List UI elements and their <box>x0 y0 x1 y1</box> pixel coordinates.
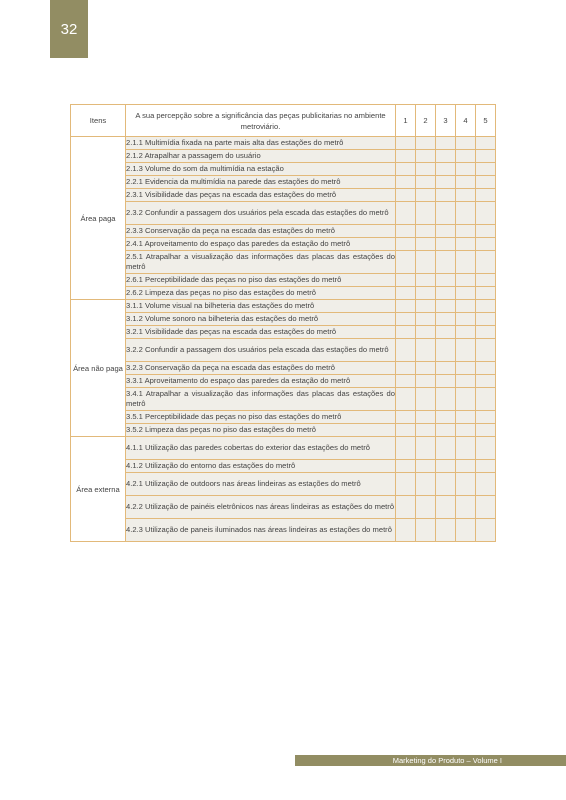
item-text: 3.3.1 Aproveitamento do espaço das paredes da estação do metrô <box>126 375 396 388</box>
score-cell-5[interactable] <box>476 176 496 189</box>
item-text: 3.5.1 Perceptibilidade das peças no piso das estações do metrô <box>126 411 396 424</box>
page-number-tab <box>50 0 88 58</box>
item-text: 3.4.1 Atrapalhar a visualização das informações das placas das estações do metrô <box>126 388 396 411</box>
score-cell-5[interactable] <box>476 189 496 202</box>
footer-title: Marketing do Produto – Volume I <box>392 756 502 765</box>
score-cell-4[interactable] <box>456 189 476 202</box>
table-row <box>71 150 496 163</box>
header-scale-4: 4 <box>456 105 476 137</box>
score-cell-5[interactable] <box>476 150 496 163</box>
score-cell-4[interactable] <box>456 437 476 460</box>
item-text: 2.3.3 Conservação da peça na escada das estações do metrô <box>126 225 396 238</box>
score-cell-2[interactable] <box>416 225 436 238</box>
score-cell-3[interactable] <box>436 225 456 238</box>
score-cell-1[interactable] <box>396 339 416 362</box>
score-cell-2[interactable] <box>416 473 436 496</box>
score-cell-2[interactable] <box>416 496 436 519</box>
score-cell-4[interactable] <box>456 251 476 274</box>
item-text: 3.1.2 Volume sonoro na bilheteria das estações do metrô <box>126 313 396 326</box>
table-row <box>71 496 496 519</box>
item-text: 2.6.1 Perceptibilidade das peças no piso das estações do metrô <box>126 274 396 287</box>
table-row <box>71 238 496 251</box>
survey-table <box>70 104 496 542</box>
score-cell-4[interactable] <box>456 313 476 326</box>
header-scale-3: 3 <box>436 105 456 137</box>
item-text: 2.4.1 Aproveitamento do espaço das paredes da estação do metrô <box>126 238 396 251</box>
score-cell-2[interactable] <box>416 202 436 225</box>
score-cell-1[interactable] <box>396 251 416 274</box>
score-cell-5[interactable] <box>476 251 496 274</box>
score-cell-1[interactable] <box>396 163 416 176</box>
table-row <box>71 225 496 238</box>
score-cell-3[interactable] <box>436 251 456 274</box>
score-cell-4[interactable] <box>456 473 476 496</box>
score-cell-4[interactable] <box>456 460 476 473</box>
item-text: 2.1.2 Atrapalhar a passagem do usuário <box>126 150 396 163</box>
score-cell-3[interactable] <box>436 496 456 519</box>
score-cell-5[interactable] <box>476 313 496 326</box>
score-cell-3[interactable] <box>436 300 456 313</box>
table-row <box>71 251 496 274</box>
item-text: 3.2.3 Conservação da peça na escada das estações do metrô <box>126 362 396 375</box>
table-row <box>71 274 496 287</box>
score-cell-1[interactable] <box>396 150 416 163</box>
score-cell-1[interactable] <box>396 225 416 238</box>
score-cell-1[interactable] <box>396 137 416 150</box>
score-cell-1[interactable] <box>396 300 416 313</box>
score-cell-3[interactable] <box>436 411 456 424</box>
score-cell-4[interactable] <box>456 339 476 362</box>
score-cell-5[interactable] <box>476 225 496 238</box>
item-text: 3.2.1 Visibilidade das peças na escada das estações do metrô <box>126 326 396 339</box>
score-cell-4[interactable] <box>456 411 476 424</box>
score-cell-2[interactable] <box>416 375 436 388</box>
score-cell-4[interactable] <box>456 202 476 225</box>
score-cell-4[interactable] <box>456 375 476 388</box>
score-cell-3[interactable] <box>436 424 456 437</box>
score-cell-4[interactable] <box>456 388 476 411</box>
score-cell-5[interactable] <box>476 287 496 300</box>
group-label: Área não paga <box>71 300 126 437</box>
header-question: A sua percepção sobre a significância das peças publicitarias no ambiente metroviário. <box>126 105 396 137</box>
score-cell-1[interactable] <box>396 388 416 411</box>
item-text: 2.1.3 Volume do som da multimídia na estação <box>126 163 396 176</box>
score-cell-2[interactable] <box>416 460 436 473</box>
table-row <box>71 388 496 411</box>
item-text: 4.2.2 Utilização de painéis eletrônicos nas áreas lindeiras as estações do metrô <box>126 496 396 519</box>
table-row <box>71 137 496 150</box>
table-row <box>71 424 496 437</box>
table-row <box>71 473 496 496</box>
score-cell-1[interactable] <box>396 238 416 251</box>
footer-bar <box>295 755 566 766</box>
table-row <box>71 362 496 375</box>
score-cell-5[interactable] <box>476 163 496 176</box>
table-row <box>71 460 496 473</box>
score-cell-1[interactable] <box>396 437 416 460</box>
item-text: 4.2.1 Utilização de outdoors nas áreas lindeiras as estações do metrô <box>126 473 396 496</box>
item-text: 4.2.3 Utilização de paneis iluminados nas áreas lindeiras as estações do metrô <box>126 519 396 542</box>
header-scale-5: 5 <box>476 105 496 137</box>
item-text: 4.1.2 Utilização do entorno das estações do metrô <box>126 460 396 473</box>
score-cell-2[interactable] <box>416 238 436 251</box>
score-cell-5[interactable] <box>476 496 496 519</box>
score-cell-3[interactable] <box>436 519 456 542</box>
score-cell-3[interactable] <box>436 287 456 300</box>
table-row <box>71 287 496 300</box>
header-items: Itens <box>71 105 126 137</box>
score-cell-3[interactable] <box>436 202 456 225</box>
score-cell-1[interactable] <box>396 496 416 519</box>
item-text: 2.5.1 Atrapalhar a visualização das informações das placas das estações do metrô <box>126 251 396 274</box>
score-cell-4[interactable] <box>456 300 476 313</box>
score-cell-2[interactable] <box>416 424 436 437</box>
score-cell-2[interactable] <box>416 339 436 362</box>
score-cell-1[interactable] <box>396 176 416 189</box>
score-cell-5[interactable] <box>476 473 496 496</box>
table-row <box>71 519 496 542</box>
score-cell-4[interactable] <box>456 326 476 339</box>
table-row <box>71 313 496 326</box>
score-cell-3[interactable] <box>436 388 456 411</box>
item-text: 2.3.1 Visibilidade das peças na escada das estações do metrô <box>126 189 396 202</box>
score-cell-1[interactable] <box>396 313 416 326</box>
score-cell-1[interactable] <box>396 274 416 287</box>
score-cell-4[interactable] <box>456 238 476 251</box>
score-cell-4[interactable] <box>456 274 476 287</box>
score-cell-5[interactable] <box>476 300 496 313</box>
score-cell-1[interactable] <box>396 424 416 437</box>
score-cell-3[interactable] <box>436 362 456 375</box>
score-cell-1[interactable] <box>396 473 416 496</box>
table-row <box>71 375 496 388</box>
score-cell-1[interactable] <box>396 189 416 202</box>
score-cell-5[interactable] <box>476 238 496 251</box>
score-cell-2[interactable] <box>416 300 436 313</box>
item-text: 4.1.1 Utilização das paredes cobertas do exterior das estações do metrô <box>126 437 396 460</box>
score-cell-2[interactable] <box>416 274 436 287</box>
score-cell-3[interactable] <box>436 176 456 189</box>
table-row <box>71 202 496 225</box>
score-cell-2[interactable] <box>416 411 436 424</box>
score-cell-5[interactable] <box>476 339 496 362</box>
score-cell-1[interactable] <box>396 375 416 388</box>
score-cell-3[interactable] <box>436 163 456 176</box>
score-cell-5[interactable] <box>476 437 496 460</box>
score-cell-4[interactable] <box>456 424 476 437</box>
score-cell-3[interactable] <box>436 375 456 388</box>
table-row <box>71 411 496 424</box>
score-cell-2[interactable] <box>416 150 436 163</box>
header-scale-2: 2 <box>416 105 436 137</box>
table-header-row <box>71 105 496 137</box>
score-cell-5[interactable] <box>476 202 496 225</box>
table-row <box>71 326 496 339</box>
score-cell-4[interactable] <box>456 176 476 189</box>
score-cell-1[interactable] <box>396 519 416 542</box>
table-row <box>71 176 496 189</box>
item-text: 2.1.1 Multimídia fixada na parte mais alta das estações do metrô <box>126 137 396 150</box>
score-cell-5[interactable] <box>476 274 496 287</box>
score-cell-2[interactable] <box>416 519 436 542</box>
score-cell-1[interactable] <box>396 411 416 424</box>
score-cell-5[interactable] <box>476 411 496 424</box>
score-cell-1[interactable] <box>396 287 416 300</box>
item-text: 3.2.2 Confundir a passagem dos usuários pela escada das estações do metrô <box>126 339 396 362</box>
score-cell-4[interactable] <box>456 225 476 238</box>
table-row <box>71 339 496 362</box>
score-cell-3[interactable] <box>436 460 456 473</box>
item-text: 2.6.2 Limpeza das peças no piso das estações do metrô <box>126 287 396 300</box>
table-row <box>71 300 496 313</box>
score-cell-5[interactable] <box>476 375 496 388</box>
score-cell-4[interactable] <box>456 163 476 176</box>
score-cell-5[interactable] <box>476 424 496 437</box>
score-cell-3[interactable] <box>436 437 456 460</box>
score-cell-3[interactable] <box>436 150 456 163</box>
score-cell-4[interactable] <box>456 137 476 150</box>
score-cell-2[interactable] <box>416 287 436 300</box>
score-cell-3[interactable] <box>436 313 456 326</box>
score-cell-3[interactable] <box>436 473 456 496</box>
score-cell-5[interactable] <box>476 326 496 339</box>
score-cell-1[interactable] <box>396 362 416 375</box>
score-cell-5[interactable] <box>476 362 496 375</box>
item-text: 2.2.1 Evidencia da multimídia na parede das estações do metrô <box>126 176 396 189</box>
score-cell-1[interactable] <box>396 326 416 339</box>
score-cell-4[interactable] <box>456 362 476 375</box>
group-label: Área paga <box>71 137 126 300</box>
score-cell-2[interactable] <box>416 388 436 411</box>
score-cell-4[interactable] <box>456 150 476 163</box>
score-cell-3[interactable] <box>436 274 456 287</box>
item-text: 3.5.2 Limpeza das peças no piso das estações do metrô <box>126 424 396 437</box>
score-cell-2[interactable] <box>416 437 436 460</box>
table-row <box>71 163 496 176</box>
group-label: Área externa <box>71 437 126 542</box>
item-text: 3.1.1 Volume visual na bilheteria das estações do metrô <box>126 300 396 313</box>
score-cell-5[interactable] <box>476 460 496 473</box>
score-cell-5[interactable] <box>476 137 496 150</box>
item-text: 2.3.2 Confundir a passagem dos usuários pela escada das estações do metrô <box>126 202 396 225</box>
score-cell-4[interactable] <box>456 519 476 542</box>
score-cell-2[interactable] <box>416 189 436 202</box>
score-cell-2[interactable] <box>416 137 436 150</box>
table-row <box>71 437 496 460</box>
score-cell-3[interactable] <box>436 189 456 202</box>
table-row <box>71 189 496 202</box>
score-cell-2[interactable] <box>416 176 436 189</box>
page-number: 32 <box>60 20 78 38</box>
score-cell-2[interactable] <box>416 326 436 339</box>
score-cell-5[interactable] <box>476 388 496 411</box>
score-cell-5[interactable] <box>476 519 496 542</box>
score-cell-2[interactable] <box>416 362 436 375</box>
score-cell-3[interactable] <box>436 238 456 251</box>
score-cell-1[interactable] <box>396 460 416 473</box>
score-cell-3[interactable] <box>436 339 456 362</box>
score-cell-3[interactable] <box>436 137 456 150</box>
score-cell-4[interactable] <box>456 287 476 300</box>
header-scale-1: 1 <box>396 105 416 137</box>
score-cell-2[interactable] <box>416 251 436 274</box>
score-cell-1[interactable] <box>396 202 416 225</box>
score-cell-4[interactable] <box>456 496 476 519</box>
score-cell-2[interactable] <box>416 313 436 326</box>
score-cell-2[interactable] <box>416 163 436 176</box>
survey-body <box>71 137 496 542</box>
score-cell-3[interactable] <box>436 326 456 339</box>
